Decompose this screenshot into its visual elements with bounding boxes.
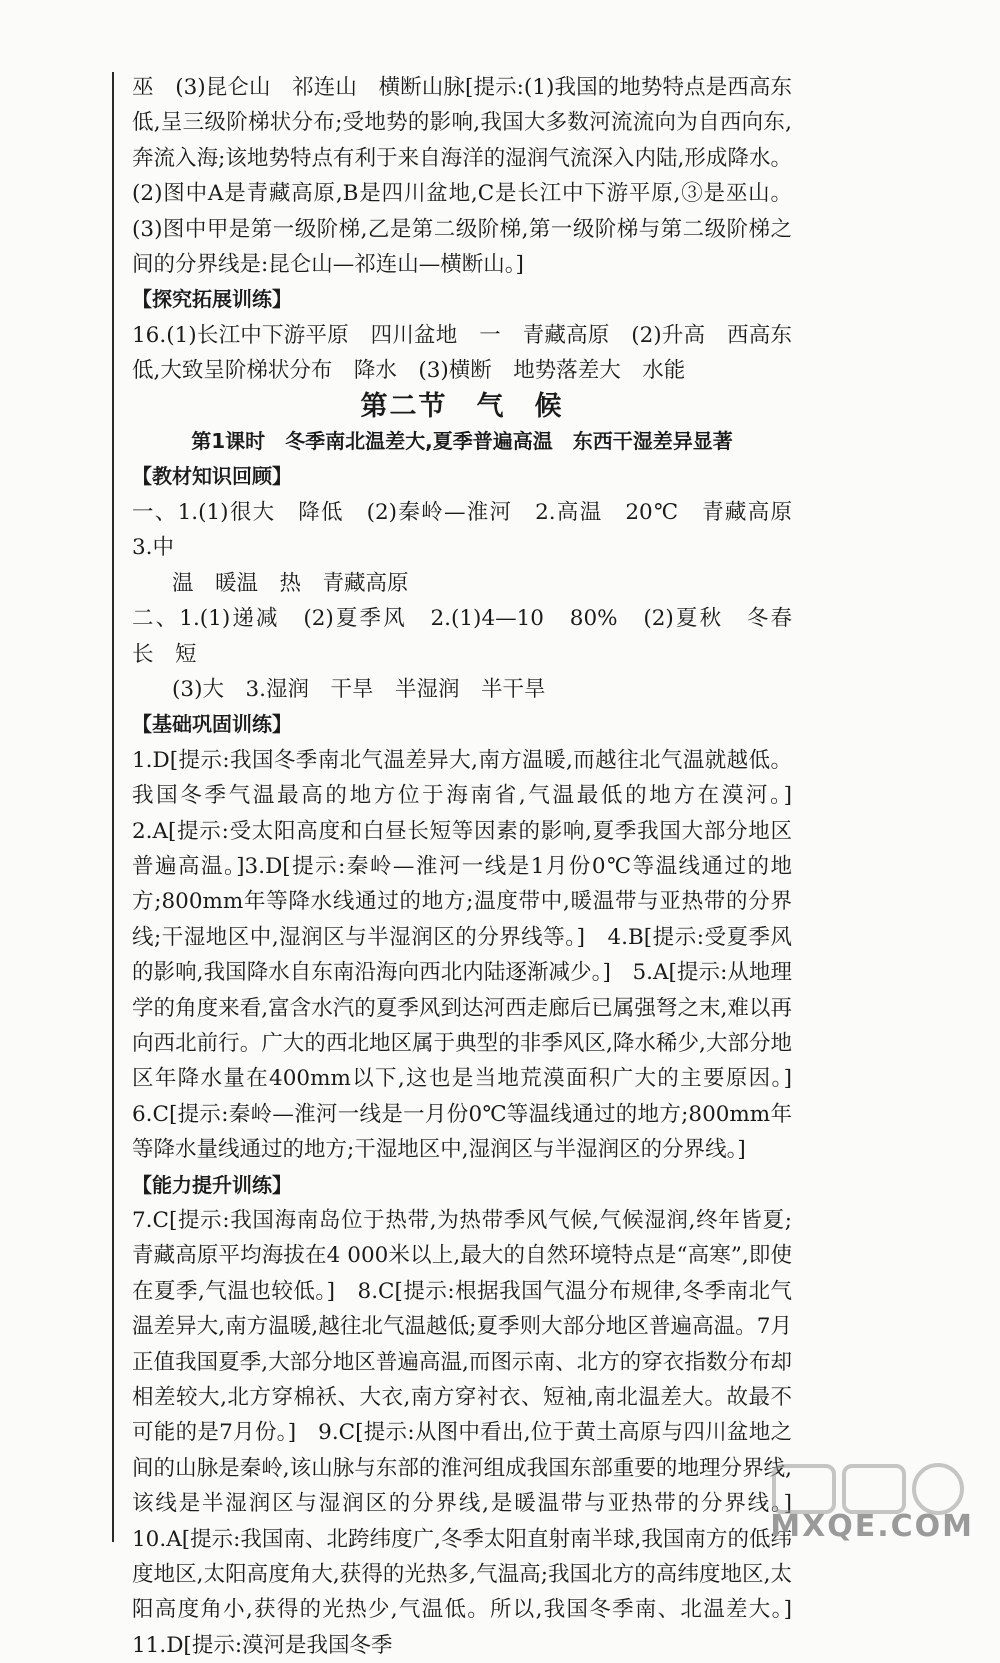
review-line-1b: 温 暖温 热 青藏高原 <box>172 570 409 596</box>
ability-answers: 7.C[提示:我国海南岛位于热带,为热带季风气候,气候湿润,终年皆夏;青藏高原平均海拔在4 000米以上,最大的自然环境特点是“高寒”,即使在夏季,气温也较低。] 8.C[提示:根据我国气温分布规律,冬季南北气温差异大,南方温暖,越往北气温越低;夏季则大部分地区普遍高温。7月正值我国夏季,大部分地区普遍高温,而图示南、北方的穿衣指数分布却相差较大,北方穿棉袄、大衣,南方穿衬衣、短袖,南北温差大。故最不可能的是7月份。] 9.C[提示:从图中看出,位于黄土高原与四川盆地之间的山脉是秦岭,该山脉与东部的淮河组成我国东部重要的地理分界线,该线是半湿润区与湿润区的分界线,是暖温带与亚热带的分界线。] 10.A[提示:我国南、北跨纬度广,冬季太阳直射南半球,我国南方的低纬度地区,太阳高度角大,获得的光热多,气温高;我国北方的高纬度地区,太阳高度角小,获得的光热少,气温低。所以,我国冬季南、北温差大。] 11.D[提示:漠河是我国冬季 <box>132 1208 814 1658</box>
chapter-title: 第二节 气 候 <box>360 390 564 422</box>
basic-answers: 1.D[提示:我国冬季南北气温差异大,南方温暖,而越往北气温就越低。我国冬季气温最高的地方位于海南省,气温最低的地方在漠河。] 2.A[提示:受太阳高度和白昼长短等因素的影响,夏季我国大部分地区普遍高温。]3.D[提示:秦岭—淮河一线是1月份0℃等温线通过的地方;800mm年等降水线通过的地方;温度带中,暖温带与亚热带的分界线;干湿地区中,湿润区与半湿润区的分界线等。] 4.B[提示:受夏季风的影响,我国降水自东南沿海向西北内陆逐渐减少。] 5.A[提示:从地理学的角度来看,富含水汽的夏季风到达河西走廊后已属强弩之末,难以再向西北前行。广大的西北地区属于典型的非季风区,降水稀少,大部分地区年降水量在400mm以下,这也是当地荒漠面积广大的主要原因。] 6.C[提示:秦岭—淮河一线是一月份0℃等温线通过的地方;800mm年等降水量线通过的地方;干湿地区中,湿润区与半湿润区的分界线。] <box>132 747 814 1163</box>
watermark-text: MXQE.COM <box>770 1509 974 1544</box>
review-line-2b: (3)大 3.湿润 干旱 半湿润 半干旱 <box>172 676 546 702</box>
section-heading-basic: 【基础巩固训练】 <box>132 712 292 737</box>
section-heading-explore: 【探究拓展训练】 <box>132 287 292 312</box>
answer-page <box>132 70 814 1663</box>
paragraph-continuation: 巫 (3)昆仑山 祁连山 横断山脉[提示:(1)我国的地势特点是西高东低,呈三级阶梯状分布;受地势的影响,我国大多数河流流向为自西向东,奔流入海;该地势特点有利于来自海洋的湿润气流深入内陆,形成降水。(2)图中A是青藏高原,B是四川盆地,C是长江中下游平原,③是巫山。(3)图中甲是第一级阶梯,乙是第二级阶梯,第一级阶梯与第二级阶梯之间的分界线是:昆仑山—祁连山—横断山。] <box>132 75 792 278</box>
section-heading-review: 【教材知识回顾】 <box>132 464 292 489</box>
explore-answers: 16.(1)长江中下游平原 四川盆地 一 青藏高原 (2)升高 西高东低,大致呈阶梯状分布 降水 (3)横断 地势落差大 水能 <box>132 322 792 384</box>
margin-rule <box>112 72 114 1542</box>
review-line-1: 一、1.(1)很大 降低 (2)秦岭—淮河 2.高温 20℃ 青藏高原 3.中 <box>132 499 814 561</box>
lesson-title: 第1课时 冬季南北温差大,夏季普遍高温 东西干湿差异显著 <box>191 429 733 454</box>
section-heading-ability: 【能力提升训练】 <box>132 1172 292 1197</box>
review-line-2: 二、1.(1)递减 (2)夏季风 2.(1)4—10 80% (2)夏秋 冬春 长 短 <box>132 606 814 667</box>
